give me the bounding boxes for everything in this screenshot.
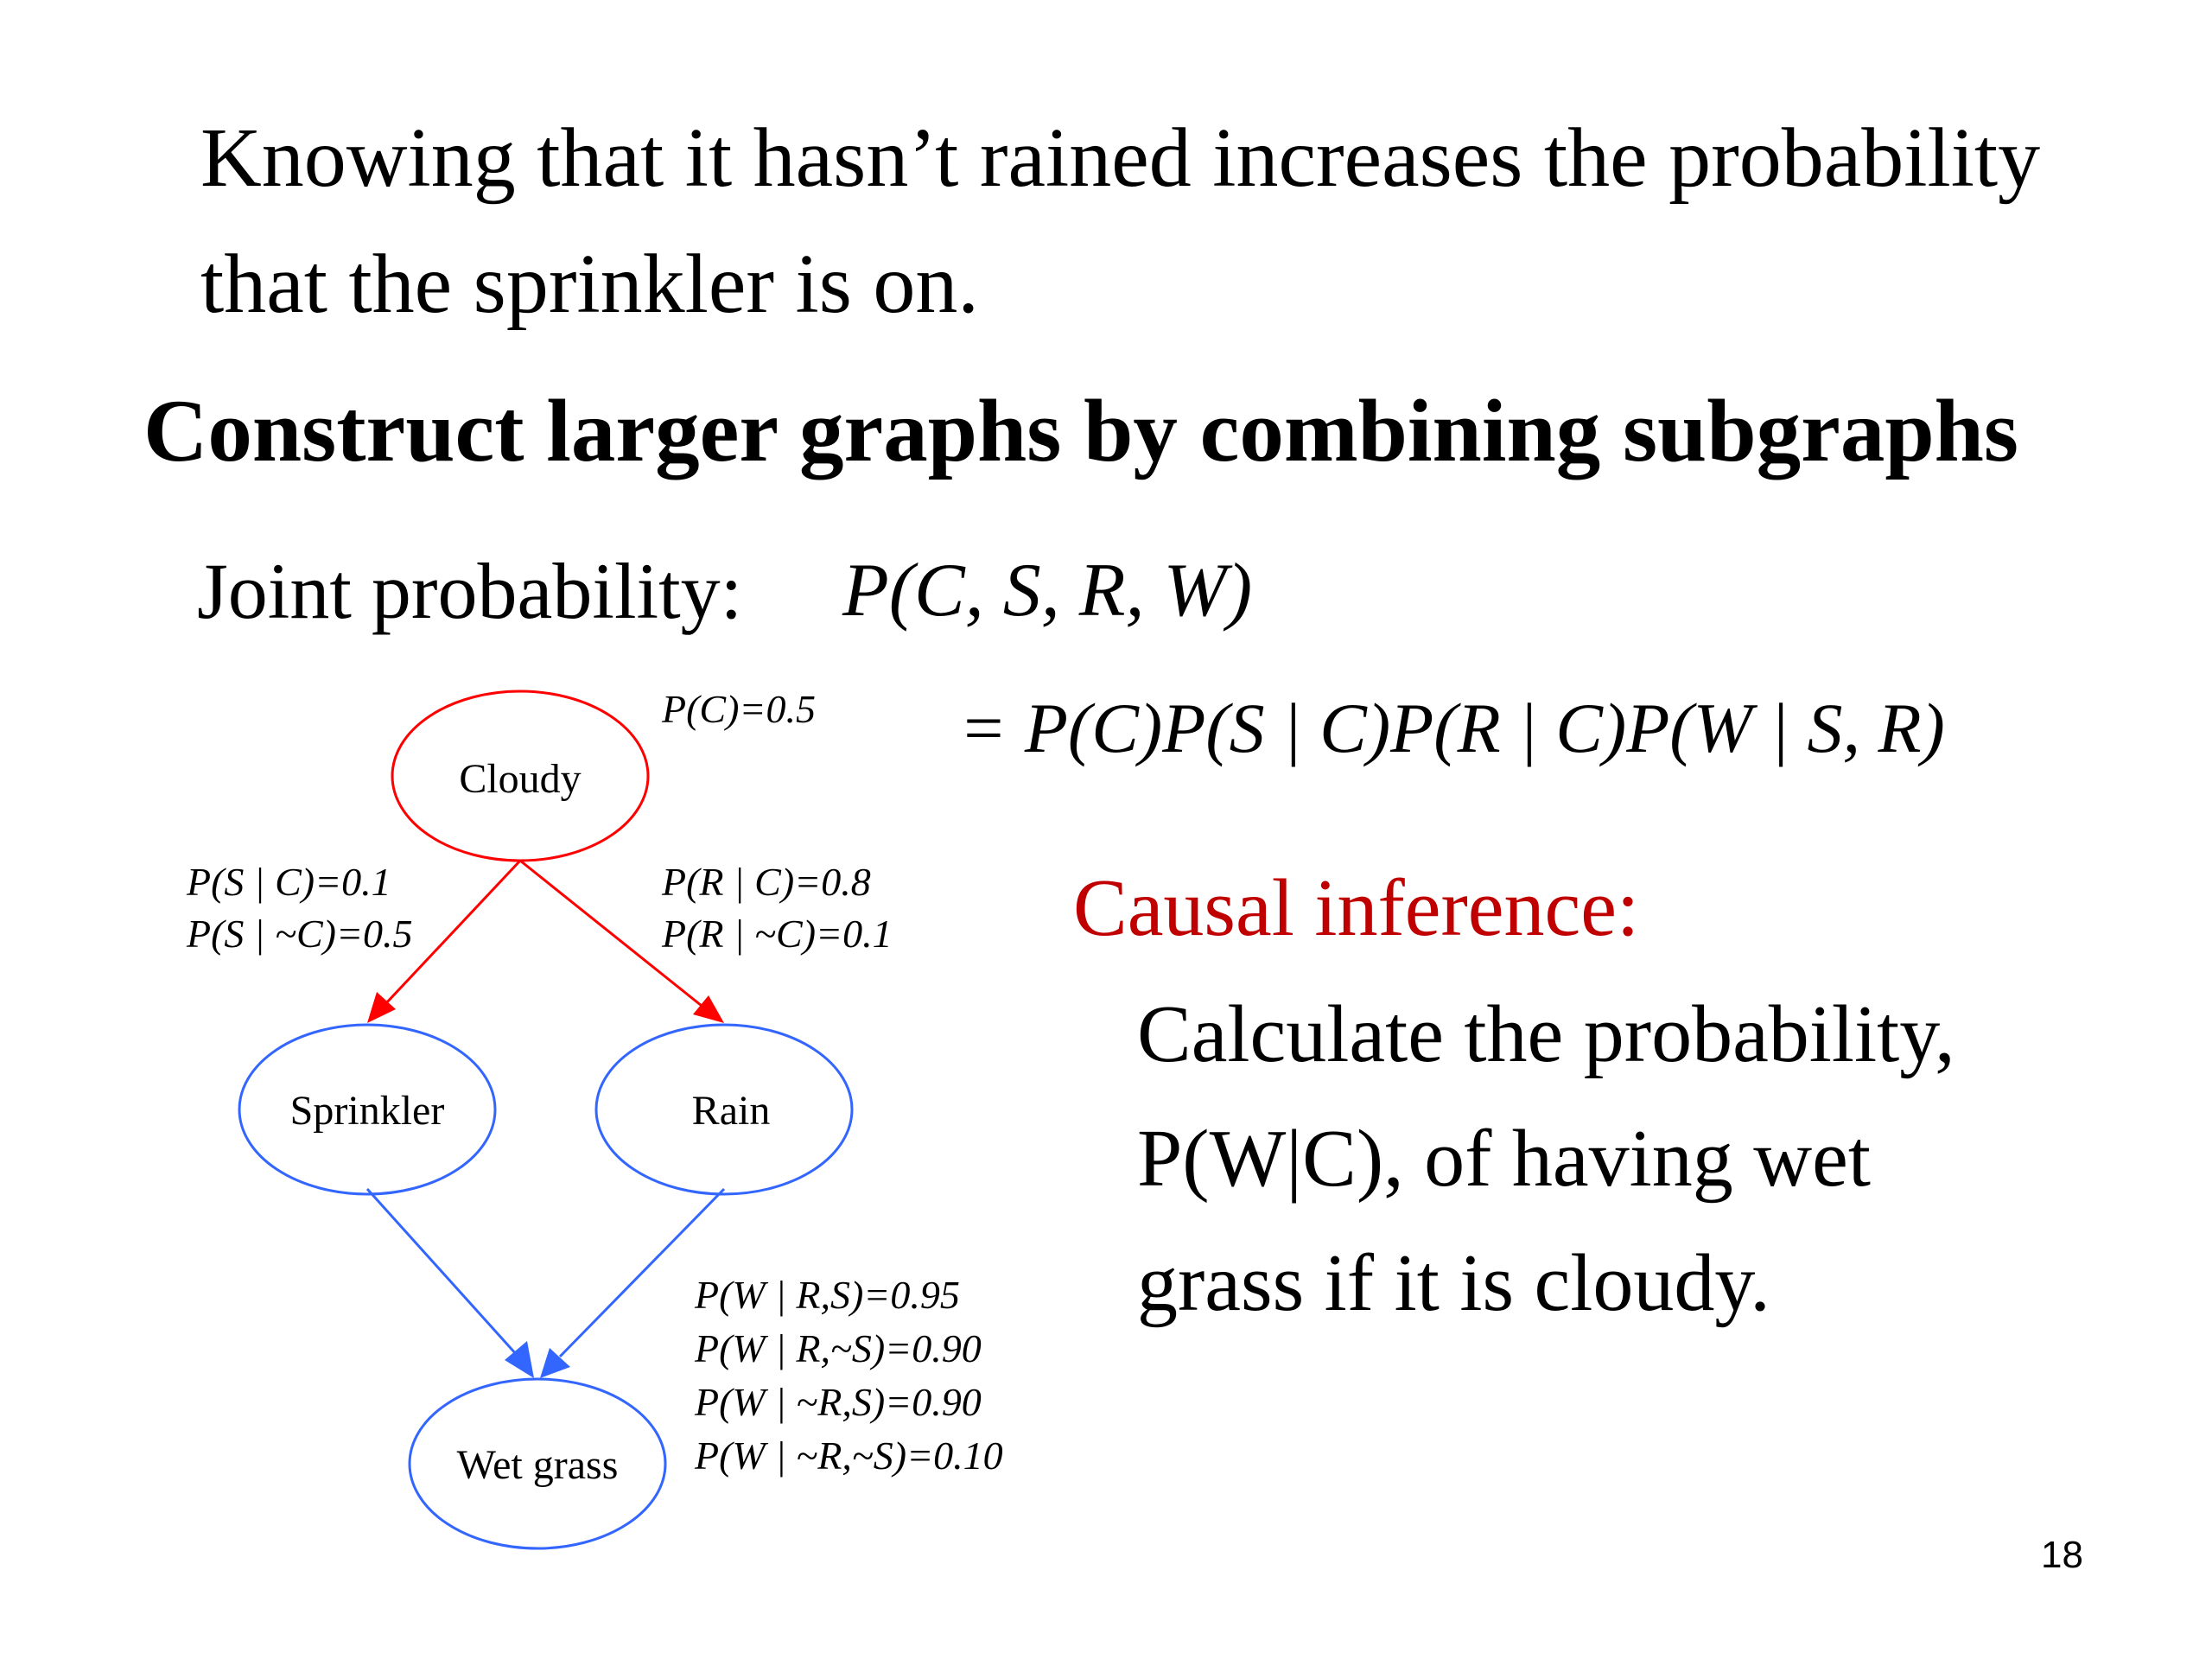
cpt-sprinkler-1: P(S | C)=0.1 (187, 860, 391, 904)
causal-text-line-1: Calculate the probability, (1137, 989, 1955, 1079)
cpt-wet-grass-2: P(W | R,~S)=0.90 (695, 1326, 982, 1370)
section-heading: Construct larger graphs by combining subgraphs (143, 382, 2018, 480)
node-wet-grass-label: Wet grass (456, 1442, 619, 1489)
cpt-wet-grass-4: P(W | ~R,~S)=0.10 (695, 1433, 1003, 1478)
node-rain (596, 1025, 852, 1194)
node-sprinkler-label: Sprinkler (289, 1088, 445, 1135)
node-rain-label: Rain (691, 1088, 771, 1135)
causal-text-line-2: P(W|C), of having wet (1137, 1114, 1871, 1204)
edge-sprinkler-wet-grass (367, 1189, 534, 1378)
intro-line-1: Knowing that it hasn’t rained increases the probability (200, 111, 2041, 205)
causal-inference-heading: Causal inference: (1073, 863, 1640, 953)
node-sprinkler (239, 1025, 495, 1194)
causal-text-line-3: grass if it is cloudy. (1137, 1238, 1770, 1328)
cpt-rain-2: P(R | ~C)=0.1 (662, 912, 893, 956)
joint-probability-formula: P(C, S, R, W) (842, 549, 1253, 632)
cpt-cloudy: P(C)=0.5 (662, 687, 816, 731)
cpt-sprinkler-2: P(S | ~C)=0.5 (187, 912, 413, 956)
node-cloudy-label: Cloudy (459, 756, 582, 803)
joint-probability-label: Joint probability: (197, 547, 743, 635)
node-cloudy (392, 691, 648, 861)
factorization-formula: = P(C)P(S | C)P(R | C)P(W | S, R) (959, 689, 1945, 767)
node-wet-grass (410, 1379, 665, 1548)
cpt-rain-1: P(R | C)=0.8 (662, 860, 871, 904)
cpt-wet-grass-1: P(W | R,S)=0.95 (695, 1273, 960, 1317)
page-number: 18 (2041, 1534, 2083, 1576)
cpt-wet-grass-3: P(W | ~R,S)=0.90 (695, 1380, 982, 1424)
intro-line-2: that the sprinkler is on. (200, 238, 979, 331)
